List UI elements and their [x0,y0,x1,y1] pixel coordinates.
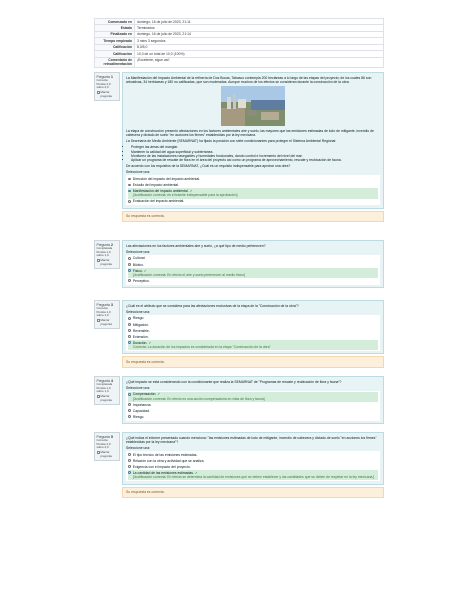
question-number-value: 5 [110,434,113,439]
answer-option-selected[interactable] [128,188,378,198]
option-justification: [Justificación correcta: En efecto es una acción compensatoria en vista de flora y fauna] [132,396,265,401]
summary-label: Comentario de retroalimentación [95,58,135,68]
summary-value: Terminados [137,26,155,31]
question-score: Puntúa 1,0 sobre 1,0 [96,385,111,394]
answer-option[interactable] [128,316,378,322]
question-state: Correcta [96,438,108,443]
list-item: • Aplicar un programa de rescate de flora en el área del proyecto así como un programa de aprovechamiento, rescate y reubicación de fauna. [131,158,380,162]
option-label: Relación con la obra y actividad que se analiza. [132,458,205,463]
answer-option-selected[interactable] [128,470,378,480]
question-state: Correcta [96,306,108,311]
answer-option[interactable] [128,452,378,458]
option-justification: [Justificación correcta: En efecto se determina la cantidad de emisiones que se deben establecer y las cantidades que se deben de respetar en la ley mexicana.] [132,475,375,480]
question-score: Puntúa 2,0 sobre 2,0 [96,81,111,90]
refinery-photo [221,86,285,126]
question-content [122,240,384,288]
question-3 [94,300,384,368]
question-number-value: 4 [110,378,113,383]
answer-option[interactable] [128,408,378,414]
question-number-value: 3 [110,302,113,307]
question-word: Pregunta [96,302,110,307]
radio-icon[interactable] [128,279,131,282]
question-prompt: ¿Cuál es el atributo que se considera para las afectaciones exclusivas de la etapa de la "Construcción de la obra"? [126,303,299,308]
radio-icon[interactable] [128,263,131,266]
answer-option[interactable] [128,256,378,262]
radio-icon[interactable] [128,269,131,272]
answer-option[interactable] [128,414,378,420]
question-number-value: 2 [110,242,113,247]
check-icon: ✓ [143,268,147,273]
radio-icon[interactable] [128,453,131,456]
question-prompt: De acuerdo con los requisitos de la SEMARNAT, ¿Cuál es un requisito indispensable para aprobar una obra? [126,164,291,169]
feedback-box: Su respuesta es correcta. [122,487,384,498]
question-score: Puntúa 1,0 sobre 1,0 [96,249,111,258]
answer-option-selected[interactable] [128,340,378,350]
flag-question-button[interactable] [97,395,118,402]
question-info [94,376,120,405]
option-label: Perceptivo. [132,278,150,283]
flag-icon [97,91,100,94]
answer-option[interactable] [128,176,378,182]
question-info [94,72,120,101]
question-prompt: Las afectaciones en los factores ambientales aire y suelo, ¿a qué tipo de medio pertenecen? [126,243,266,248]
flag-question-button[interactable] [97,451,118,458]
radio-icon[interactable] [128,190,131,193]
flag-label: Marcar pregunta [100,258,112,266]
option-label: Extensión. [132,334,149,339]
select-one-label: Seleccione una: [126,170,151,175]
option-label: Riesgo. [132,414,145,419]
list-item: • Mantener la calidad del agua superficial y subterránea. [131,150,380,154]
question-word: Pregunta [96,378,110,383]
question-text: La Secretaría de Medio Ambiente (SEMARNAT) ha fijado la posición con siete condicionantes para proteger el Sistema Ambiental Regional: [126,139,337,144]
flag-label: Marcar pregunta [100,450,112,458]
radio-icon[interactable] [128,415,131,418]
question-word: Pregunta [96,242,110,247]
option-label: Compensación. [132,392,157,397]
flag-question-button[interactable] [97,319,118,326]
question-content [122,376,384,424]
radio-icon[interactable] [128,178,131,181]
radio-icon[interactable] [128,465,131,468]
feedback-box: Su respuesta es correcta. [122,356,384,367]
check-icon: ✓ [189,189,193,194]
question-content [122,300,384,354]
select-one-label: Seleccione una: [126,249,151,254]
summary-label: Comenzado en [95,19,135,24]
question-body [122,72,384,222]
radio-icon[interactable] [128,459,131,462]
question-body [122,376,384,424]
radio-icon[interactable] [128,471,131,474]
question-prompt: ¿Qué impacto se está considerando con la condicionante que realiza la SEMARNAT de "Programas de rescate y reubicación de flora y fauna"? [126,379,342,384]
question-4 [94,376,384,424]
summary-label: Estado [95,25,135,30]
question-info [94,300,120,329]
radio-icon[interactable] [128,335,131,338]
answer-option[interactable] [128,402,378,408]
summary-value: domingo, 16 de julio de 2023, 21:14 [137,32,191,37]
question-state: Completada [96,382,113,387]
question-info [94,240,120,269]
question-state: Correcta [96,78,108,83]
radio-icon[interactable] [128,329,131,332]
question-score: Puntúa 1,0 sobre 1,0 [96,309,111,318]
option-label: Biótico. [132,262,144,267]
conditions-list [126,145,380,162]
option-label: Manifestación del impacto ambiental. [132,189,189,194]
summary-label: Finalizado en [95,32,135,37]
radio-icon[interactable] [128,341,131,344]
check-icon: ✓ [148,340,152,345]
flag-question-button[interactable] [97,91,118,98]
answer-option[interactable] [128,464,378,470]
answer-option[interactable] [128,278,378,284]
flag-label: Marcar pregunta [100,90,112,98]
question-5 [94,432,384,498]
select-one-label: Seleccione una: [126,385,151,390]
option-label: Dirección del impacto del impacto ambiental. [132,177,201,182]
question-state: Completada [96,246,113,251]
summary-row [95,58,383,68]
answer-option[interactable] [128,182,378,188]
question-score: Puntúa 2,0 sobre 2,0 [96,441,111,450]
question-text: La etapa de construcción presentó afectaciones en los factores ambientales aire y suelo, las mayores que las emisiones estimadas de lodo de mitigante, incendio de cabecera y dictado de suelo "en acciones los firmes" establecidas por la ley mexicana. [126,129,374,138]
option-label: Importancia. [132,402,152,407]
question-prompt: ¿Qué indica el informe presentado cuando menciona: "las emisiones estimadas de lodo de mitigante, incendio de cabecera y dictado de suelo "en acciones los firmes" establecidas por la ley mexicana"? [126,435,377,444]
flag-label: Marcar pregunta [100,394,112,402]
question-body [122,300,384,368]
answer-options [126,255,380,285]
answer-option[interactable] [128,262,378,268]
summary-label: Calificación [95,51,135,56]
answer-option-selected[interactable] [128,392,378,402]
flag-label: Marcar pregunta [100,318,112,326]
summary-value: 10,0 de un total de 10,0 (100%) [137,51,185,56]
option-label: Estudio del impacto ambiental. [132,183,179,188]
option-justification: [Justificación correcta: es el trámite indispensable para la aprobación] [132,193,238,198]
summary-value: 8,0/5,0 [137,45,148,50]
select-one-label: Seleccione una: [126,309,151,314]
option-label: Riesgo. [132,316,145,321]
question-content [122,432,384,485]
question-word: Pregunta [96,434,110,439]
option-label: Mitigación. [132,322,150,327]
flag-icon [97,395,100,398]
answer-option[interactable] [128,334,378,340]
radio-icon[interactable] [128,323,131,326]
option-label: El tipo técnico de las emisiones estimadas. [132,452,198,457]
answer-option[interactable] [128,322,378,328]
summary-value: 3 mins 3 segundos [137,38,166,43]
question-content [122,72,384,209]
flag-icon [97,451,100,454]
option-label: Duración. [132,340,148,345]
attempt-summary-table [94,18,384,68]
answer-option-selected[interactable] [128,268,378,278]
check-icon: ✓ [194,470,198,475]
check-icon: ✓ [157,392,161,397]
option-label: Cultural. [132,256,146,261]
question-word: Pregunta [96,74,110,79]
answer-options [126,391,380,421]
answer-option[interactable] [128,199,378,205]
option-label: Exigencia con el impacto del proyecto. [132,464,191,469]
feedback-box: Su respuesta es correcta. [122,211,384,222]
answer-option[interactable] [128,458,378,464]
question-text: La Manifestación del Impacto Ambiental de la refinería de Dos Bocas, Tabasco contempla 200 hectáreas a lo largo de las etapas del proyecto; de los cuales 86 son arbustivas, 34 herbáceas y 180 no calificadas, que son moderadas. Aunque muchos de los efectos se consideran durante la construcción de la obra. [126,75,372,84]
answer-option[interactable] [128,328,378,334]
option-justification: [Justificación correcta: En efecto el aire y suelo pertenecen al medio físico] [132,272,245,277]
radio-icon[interactable] [128,393,131,396]
question-body [122,240,384,288]
radio-icon[interactable] [128,409,131,412]
radio-icon[interactable] [128,200,131,203]
radio-icon[interactable] [128,257,131,260]
list-item: • Monitoreo de las instalaciones navegables y humedales funcionales, dando control e incremento del nivel del mar. [131,154,380,158]
answer-options [126,315,380,351]
question-body [122,432,384,498]
flag-question-button[interactable] [97,259,118,266]
summary-label: Tiempo empleado [95,38,135,43]
answer-options [126,175,380,205]
option-label: La cantidad de las emisiones estimadas. [132,470,194,475]
option-label: Físico. [132,268,143,273]
option-label: Evaluación del impacto ambiental. [132,199,185,204]
summary-value: ¡Excelente, sigue así! [137,58,170,63]
option-justification: Correcta: La duración de los impactos es considerada en la etapa "Construcción de la obra" [132,344,271,349]
radio-icon[interactable] [128,403,131,406]
question-number-value: 1 [110,74,113,79]
select-one-label: Seleccione una: [126,445,151,450]
flag-icon [97,259,100,262]
option-label: Capacidad. [132,408,150,413]
summary-value: domingo, 16 de julio de 2023, 21:11 [137,19,191,24]
question-1 [94,72,384,222]
list-item: • Proteger las áreas del manglar. [131,145,380,149]
question-info [94,432,120,461]
radio-icon[interactable] [128,184,131,187]
summary-label: Calificación [95,45,135,50]
radio-icon[interactable] [128,317,131,320]
flag-icon [97,319,100,322]
question-2 [94,240,384,288]
option-label: Reversible. [132,328,150,333]
answer-options [126,451,380,481]
